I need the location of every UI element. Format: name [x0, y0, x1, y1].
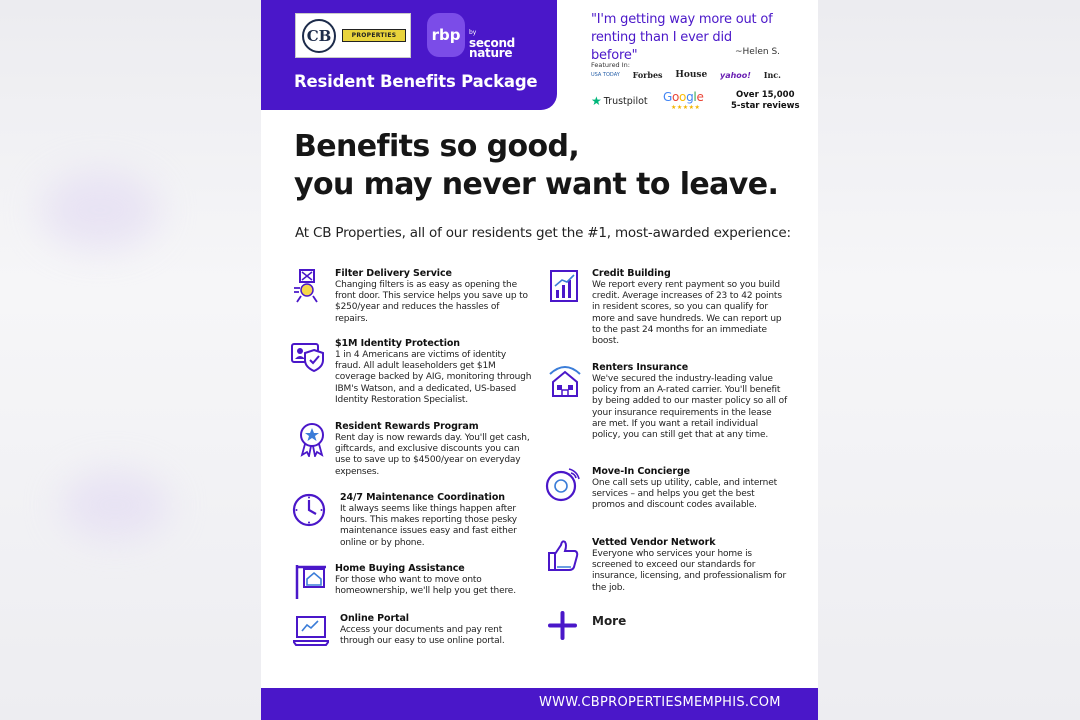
home-sign-icon	[294, 563, 330, 599]
plus-icon	[548, 611, 577, 640]
house-umbrella-icon	[547, 362, 583, 398]
feature-title: Credit Building	[592, 268, 671, 279]
feature-title: Online Portal	[340, 613, 409, 624]
feature-title: Move-In Concierge	[592, 466, 690, 477]
flyer-page	[261, 0, 818, 720]
featured-in-label: Featured In:	[591, 61, 630, 69]
thumbs-up-icon	[545, 537, 581, 573]
concierge-dial-icon	[545, 466, 581, 502]
testimonial-quote: "I'm getting way more out of renting than I ever did before"	[591, 12, 773, 63]
background-left	[0, 0, 262, 720]
headline-line-1: Benefits so good,	[294, 129, 580, 164]
forbes-logo: Forbes	[632, 70, 663, 80]
trustpilot-star-icon: ★	[591, 94, 602, 108]
intro-text: At CB Properties, all of our residents get the #1, most-awarded experience:	[295, 225, 791, 241]
feature-title: Resident Rewards Program	[335, 421, 479, 432]
feature-title: Home Buying Assistance	[335, 563, 465, 574]
filter-delivery-icon	[290, 268, 326, 304]
properties-bar: PROPERTIES	[342, 29, 406, 42]
footer-bar	[261, 688, 818, 720]
feature-title: 24/7 Maintenance Coordination	[340, 492, 505, 503]
feature-title: Vetted Vendor Network	[592, 537, 716, 548]
house-logo: House	[675, 70, 708, 80]
google-rating-stars: ★★★★★	[671, 104, 701, 111]
feature-title: Renters Insurance	[592, 362, 689, 373]
rbp-logo-badge: rbp	[427, 13, 465, 57]
header-banner	[261, 0, 557, 110]
feature-description: We report every rent payment so you build credit. Average increases of 23 to 42 points in resident scores, so you can qualify for more and save hundreds. We can report up to the past 24 months for an immediate boost.	[592, 280, 782, 347]
credit-chart-icon	[547, 268, 583, 304]
rewards-ribbon-icon	[294, 421, 330, 457]
feature-description: Everyone who services your home is screened to exceed our standards for insurance, licensing, and professionalism for the job.	[592, 549, 787, 593]
feature-description: For those who want to move onto homeownership, we'll help you get there.	[335, 575, 516, 597]
feature-title: $1M Identity Protection	[335, 338, 460, 349]
clock-icon	[291, 492, 327, 528]
feature-title: Filter Delivery Service	[335, 268, 452, 279]
second-nature-logo: by second nature	[469, 29, 515, 60]
headline-line-2: you may never want to leave.	[294, 167, 779, 202]
laptop-icon	[293, 613, 329, 649]
headline	[294, 128, 778, 204]
identity-shield-icon	[290, 338, 326, 374]
cb-properties-logo	[295, 13, 411, 58]
background-right	[818, 0, 1080, 720]
yahoo-logo: yahoo!	[720, 70, 751, 80]
feature-description: Rent day is now rewards day. You'll get cash, giftcards, and exclusive discounts you can use to save up to $4500/year on everyday expenses.	[335, 433, 530, 477]
package-title: Resident Benefits Package	[294, 72, 538, 91]
cb-monogram: CB	[302, 19, 336, 53]
feature-description: Changing filters is as easy as opening the front door. This service helps you save up to $250/year and reduces the hassles of repairs.	[335, 280, 528, 324]
feature-description: 1 in 4 Americans are victims of identity fraud. All adult leaseholders get $1M coverage backed by AIG, monitoring through IBM's Watson, and a dedicated, US-based Identity Restoration Specialist.	[335, 350, 532, 405]
feature-description: Access your documents and pay rent through our easy to use online portal.	[340, 625, 505, 647]
testimonial-author: ~Helen S.	[735, 47, 781, 57]
feature-description: One call sets up utility, cable, and internet services – and helps you get the best promos and discount codes available.	[592, 478, 777, 511]
featured-logos	[591, 70, 781, 80]
usa-today-logo: USA TODAY	[591, 72, 620, 78]
reviews-count: Over 15,000 5-star reviews	[731, 90, 800, 111]
feature-description: It always seems like things happen after hours. This makes reporting those pesky maintenance issues easy and fast either online or by phone.	[340, 504, 517, 548]
feature-description: We've secured the industry-leading value policy from an A-rated carrier. You'll benefit by being added to our master policy so all of your insurance requirements in the lease are met. If you want a retail individual policy, you can still get that at any time.	[592, 374, 787, 441]
website-url: WWW.CBPROPERTIESMEMPHIS.COM	[539, 695, 781, 710]
google-logo: Google	[663, 90, 704, 104]
more-label: More	[592, 614, 627, 628]
trustpilot-logo: ★ Trustpilot	[591, 94, 648, 108]
inc-logo: Inc.	[763, 70, 781, 80]
